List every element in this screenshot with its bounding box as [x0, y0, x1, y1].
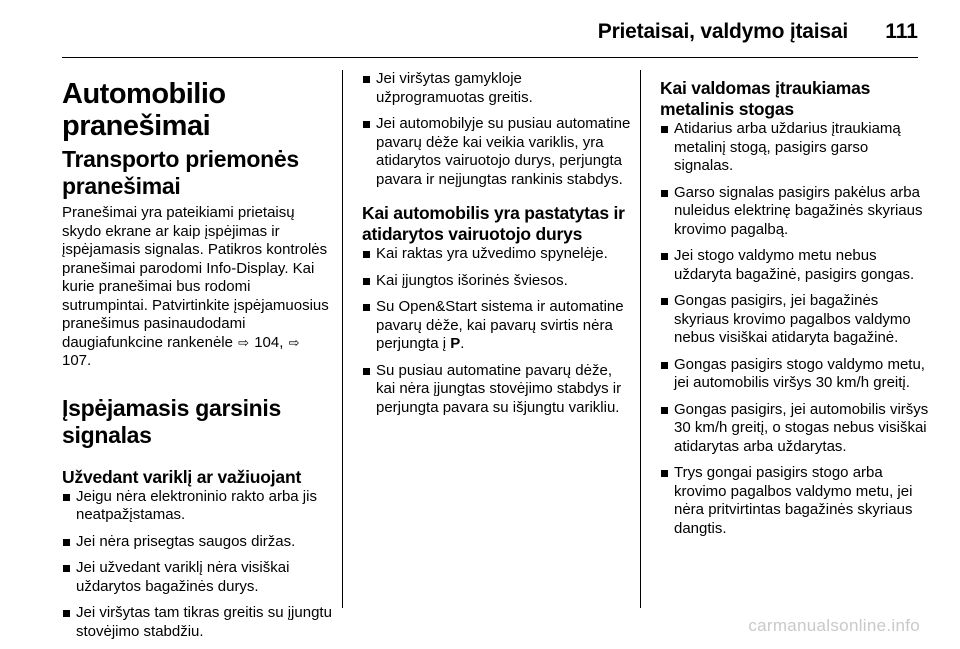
bullet-list — [362, 70, 632, 189]
list-item: Jei viršytas tam tikras greitis su įjungtu stovėjimo stabdžiu. — [62, 604, 332, 641]
list-item: Jeigu nėra elektroninio rakto arba jis neatpažįstamas. — [62, 488, 332, 525]
section-intro-text — [62, 204, 332, 371]
list-item: Su pusiau automatine pavarų dėže, kai nėra įjungtas stovėjimo stabdys ir perjungta pavara su išjungtu varikliu. — [362, 362, 632, 418]
list-item: Kai įjungtos išorinės šviesos. — [362, 272, 632, 291]
list-item: Jei nėra prisegtas saugos diržas. — [62, 533, 332, 552]
page-reference-icon: ⇨ — [288, 334, 300, 350]
column-1 — [62, 70, 332, 649]
list-item — [362, 298, 632, 354]
header-divider — [62, 57, 918, 58]
list-item: Atidarius arba uždarius įtraukiamą metalinį stogą, pasigirs garso signalas. — [660, 120, 930, 176]
bullet-list — [660, 120, 930, 538]
bullet-list — [362, 245, 632, 417]
main-title: Automobilio pranešimai — [62, 78, 226, 142]
page-reference-icon: ⇨ — [238, 334, 250, 350]
section-title-vehicle-messages: Transporto priemonės pranešimai — [62, 146, 299, 199]
list-item-end: . — [460, 335, 465, 352]
list-item: Garso signalas pasigirs pakėlus arba nuleidus elektrinę bagažinės skyriaus krovimo pagalbą. — [660, 184, 930, 240]
list-item: Jei užvedant variklį nėra visiškai uždarytos bagažinės durys. — [62, 559, 332, 596]
page-ref-link-2[interactable]: 107. — [62, 352, 92, 369]
watermark: carmanualsonline.info — [748, 616, 920, 635]
subsection-title-parked-door-open: Kai automobilis yra pastatytas ir atidarytos vairuotojo durys — [362, 203, 625, 244]
list-item-text: Su Open&Start sistema ir automatine pavarų dėže, kai pavarų svirtis nėra perjungta į — [376, 298, 624, 352]
column-divider-1 — [342, 70, 343, 608]
column-divider-2 — [640, 70, 641, 608]
bullet-list — [62, 488, 332, 642]
column-2 — [362, 70, 632, 425]
page-header-title: Prietaisai, valdymo įtaisai — [597, 20, 848, 43]
gear-position-p: P — [450, 335, 461, 352]
intro-text: Pranešimai yra pateikiami prietaisų skydo ekrane ar kaip įspėjimas ir įspėjamasis signalas. Patikros kontrolės pranešimai parodomi Info-Display. Kai kurie pranešimai bus rodomi sutrumpintai. Patvirtinkite įspėjamuosius pranešimus pasinaudodami daugiafunkcine rankenėle — [62, 204, 329, 351]
list-item: Gongas pasigirs, jei bagažinės skyriaus krovimo pagalbos valdymo nebus visiškai atidaryta bagažinė. — [660, 292, 930, 348]
list-item: Kai raktas yra užvedimo spynelėje. — [362, 245, 632, 264]
list-item: Trys gongai pasigirs stogo arba krovimo pagalbos valdymo metu, jei nėra pritvirtintas bagažinės skyriaus dangtis. — [660, 464, 930, 538]
column-3 — [660, 70, 930, 546]
subsection-title-retractable-roof: Kai valdomas įtraukiamas metalinis stogas — [660, 78, 871, 119]
section-title-warning-chime: Įspėjamasis garsinis signalas — [62, 394, 282, 448]
subsection-title-starting-driving: Užvedant variklį ar važiuojant — [62, 466, 302, 487]
page-number: 111 — [885, 20, 918, 43]
list-item: Jei automobilyje su pusiau automatine pavarų dėže kai veikia variklis, yra atidarytos vairuotojo durys, perjungta pavara ir neįjungtas rankinis stabdys. — [362, 115, 632, 189]
page-ref-link-1[interactable]: 104, — [254, 333, 284, 351]
list-item: Jei viršytas gamykloje užprogramuotas greitis. — [362, 70, 632, 107]
list-item: Jei stogo valdymo metu nebus uždaryta bagažinė, pasigirs gongas. — [660, 247, 930, 284]
list-item: Gongas pasigirs stogo valdymo metu, jei automobilis viršys 30 km/h greitį. — [660, 356, 930, 393]
list-item: Gongas pasigirs, jei automobilis viršys 30 km/h greitį, o stogas nebus visiškai atidarytas arba uždarytas. — [660, 401, 930, 457]
